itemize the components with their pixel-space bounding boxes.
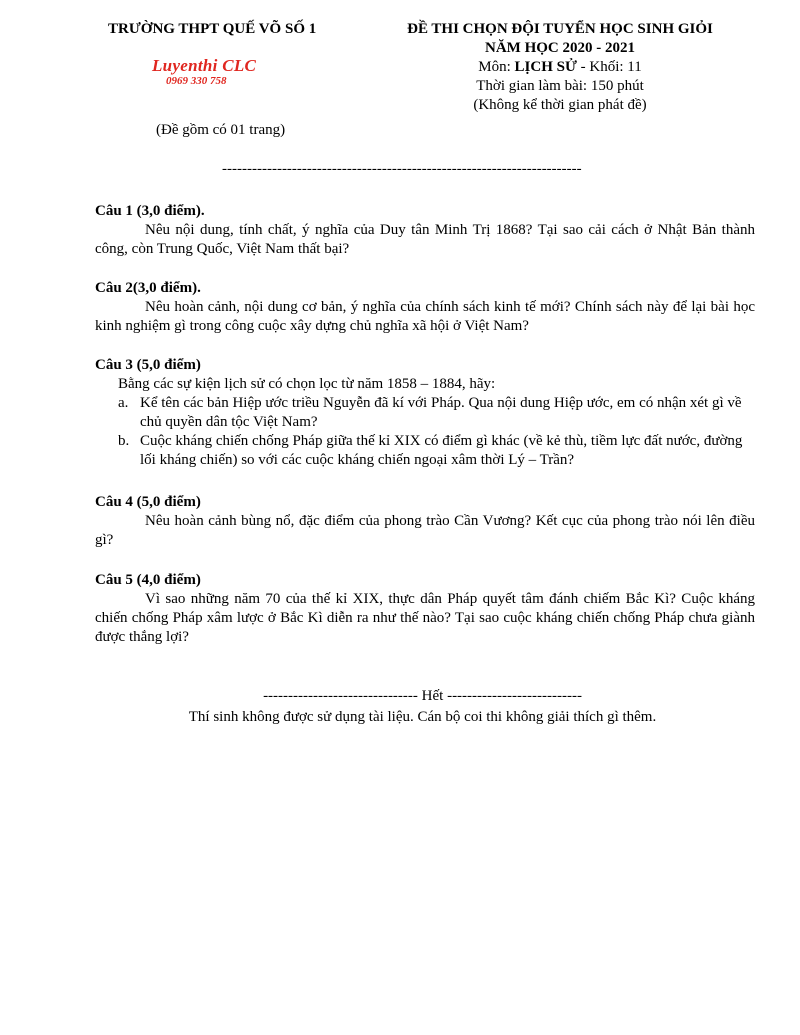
subject-name: LỊCH SỬ	[514, 59, 577, 75]
question-intro: Bằng các sự kiện lịch sử có chọn lọc từ năm 1858 – 1884, hãy:	[118, 376, 496, 392]
question-5	[95, 571, 755, 647]
question-title: Câu 4 (5,0 điểm)	[95, 494, 201, 510]
sub-question-list	[95, 394, 755, 470]
question-title: Câu 2(3,0 điểm).	[95, 280, 201, 296]
question-3	[95, 356, 755, 470]
sub-question-text: Cuộc kháng chiến chống Pháp giữa thế kỉ XIX có điểm gì khác (về kẻ thù, tiềm lực đất nước, đường lối kháng chiến) so với các cuộc kháng chiến ngoại xâm thời Lý – Trần?	[140, 433, 743, 468]
question-1	[95, 202, 755, 259]
logo-phone: 0969 330 758	[166, 75, 227, 87]
logo-brand: Luyenthi CLC	[152, 56, 257, 75]
page-count-note: (Đề gồm có 01 trang)	[156, 122, 286, 138]
sub-question-label: b.	[118, 433, 130, 449]
end-marker: ------------------------------- Hết ---------------------------	[263, 688, 582, 704]
question-text: Nêu nội dung, tính chất, ý nghĩa của Duy tân Minh Trị 1868? Tại sao cải cách ở Nhật Bản thành công, còn Trung Quốc, Việt Nam thất bại?	[95, 222, 755, 257]
sub-question-label: a.	[118, 395, 129, 411]
question-text: Nêu hoàn cảnh bùng nổ, đặc điểm của phong trào Cần Vương? Kết cục của phong trào nói lên điều gì?	[95, 513, 755, 548]
question-2	[95, 279, 755, 336]
exam-header	[380, 20, 740, 115]
header-divider: ------------------------------------------------------------------------	[222, 161, 582, 177]
question-text: Nêu hoàn cảnh, nội dung cơ bản, ý nghĩa của chính sách kinh tế mới? Chính sách này để lại bài học kinh nghiệm gì trong công cuộc xây dựng chủ nghĩa xã hội ở Việt Nam?	[95, 299, 755, 334]
logo	[152, 57, 302, 87]
question-4	[95, 493, 755, 550]
school-year: NĂM HỌC 2020 - 2021	[485, 40, 635, 56]
question-text: Vì sao những năm 70 của thế kỉ XIX, thực dân Pháp quyết tâm đánh chiếm Bắc Kì? Cuộc kháng chiến chống Pháp xâm lược ở Bắc Kì diễn ra như thế nào? Tại sao cuộc kháng chiến chống Pháp chưa giành được thắng lợi?	[95, 591, 755, 645]
duration-note: (Không kể thời gian phát đề)	[473, 97, 647, 113]
grade-label: - Khối: 11	[576, 59, 642, 75]
duration: Thời gian làm bài: 150 phút	[476, 78, 644, 94]
exam-title: ĐỀ THI CHỌN ĐỘI TUYỂN HỌC SINH GIỎI	[407, 21, 713, 37]
subject-line	[380, 58, 740, 77]
sub-question-b	[95, 432, 755, 470]
question-title: Câu 1 (3,0 điểm).	[95, 203, 205, 219]
sub-question-a	[95, 394, 755, 432]
school-name: TRƯỜNG THPT QUẾ VÕ SỐ 1	[108, 21, 317, 37]
exam-footer-note: Thí sinh không được sử dụng tài liệu. Cán bộ coi thi không giải thích gì thêm.	[188, 709, 657, 725]
sub-question-text: Kể tên các bản Hiệp ước triều Nguyễn đã kí với Pháp. Qua nội dung Hiệp ước, em có nhận xét gì về chủ quyền dân tộc Việt Nam?	[140, 395, 742, 430]
question-title: Câu 3 (5,0 điểm)	[95, 357, 201, 373]
question-title: Câu 5 (4,0 điểm)	[95, 572, 201, 588]
subject-prefix: Môn:	[478, 59, 515, 75]
